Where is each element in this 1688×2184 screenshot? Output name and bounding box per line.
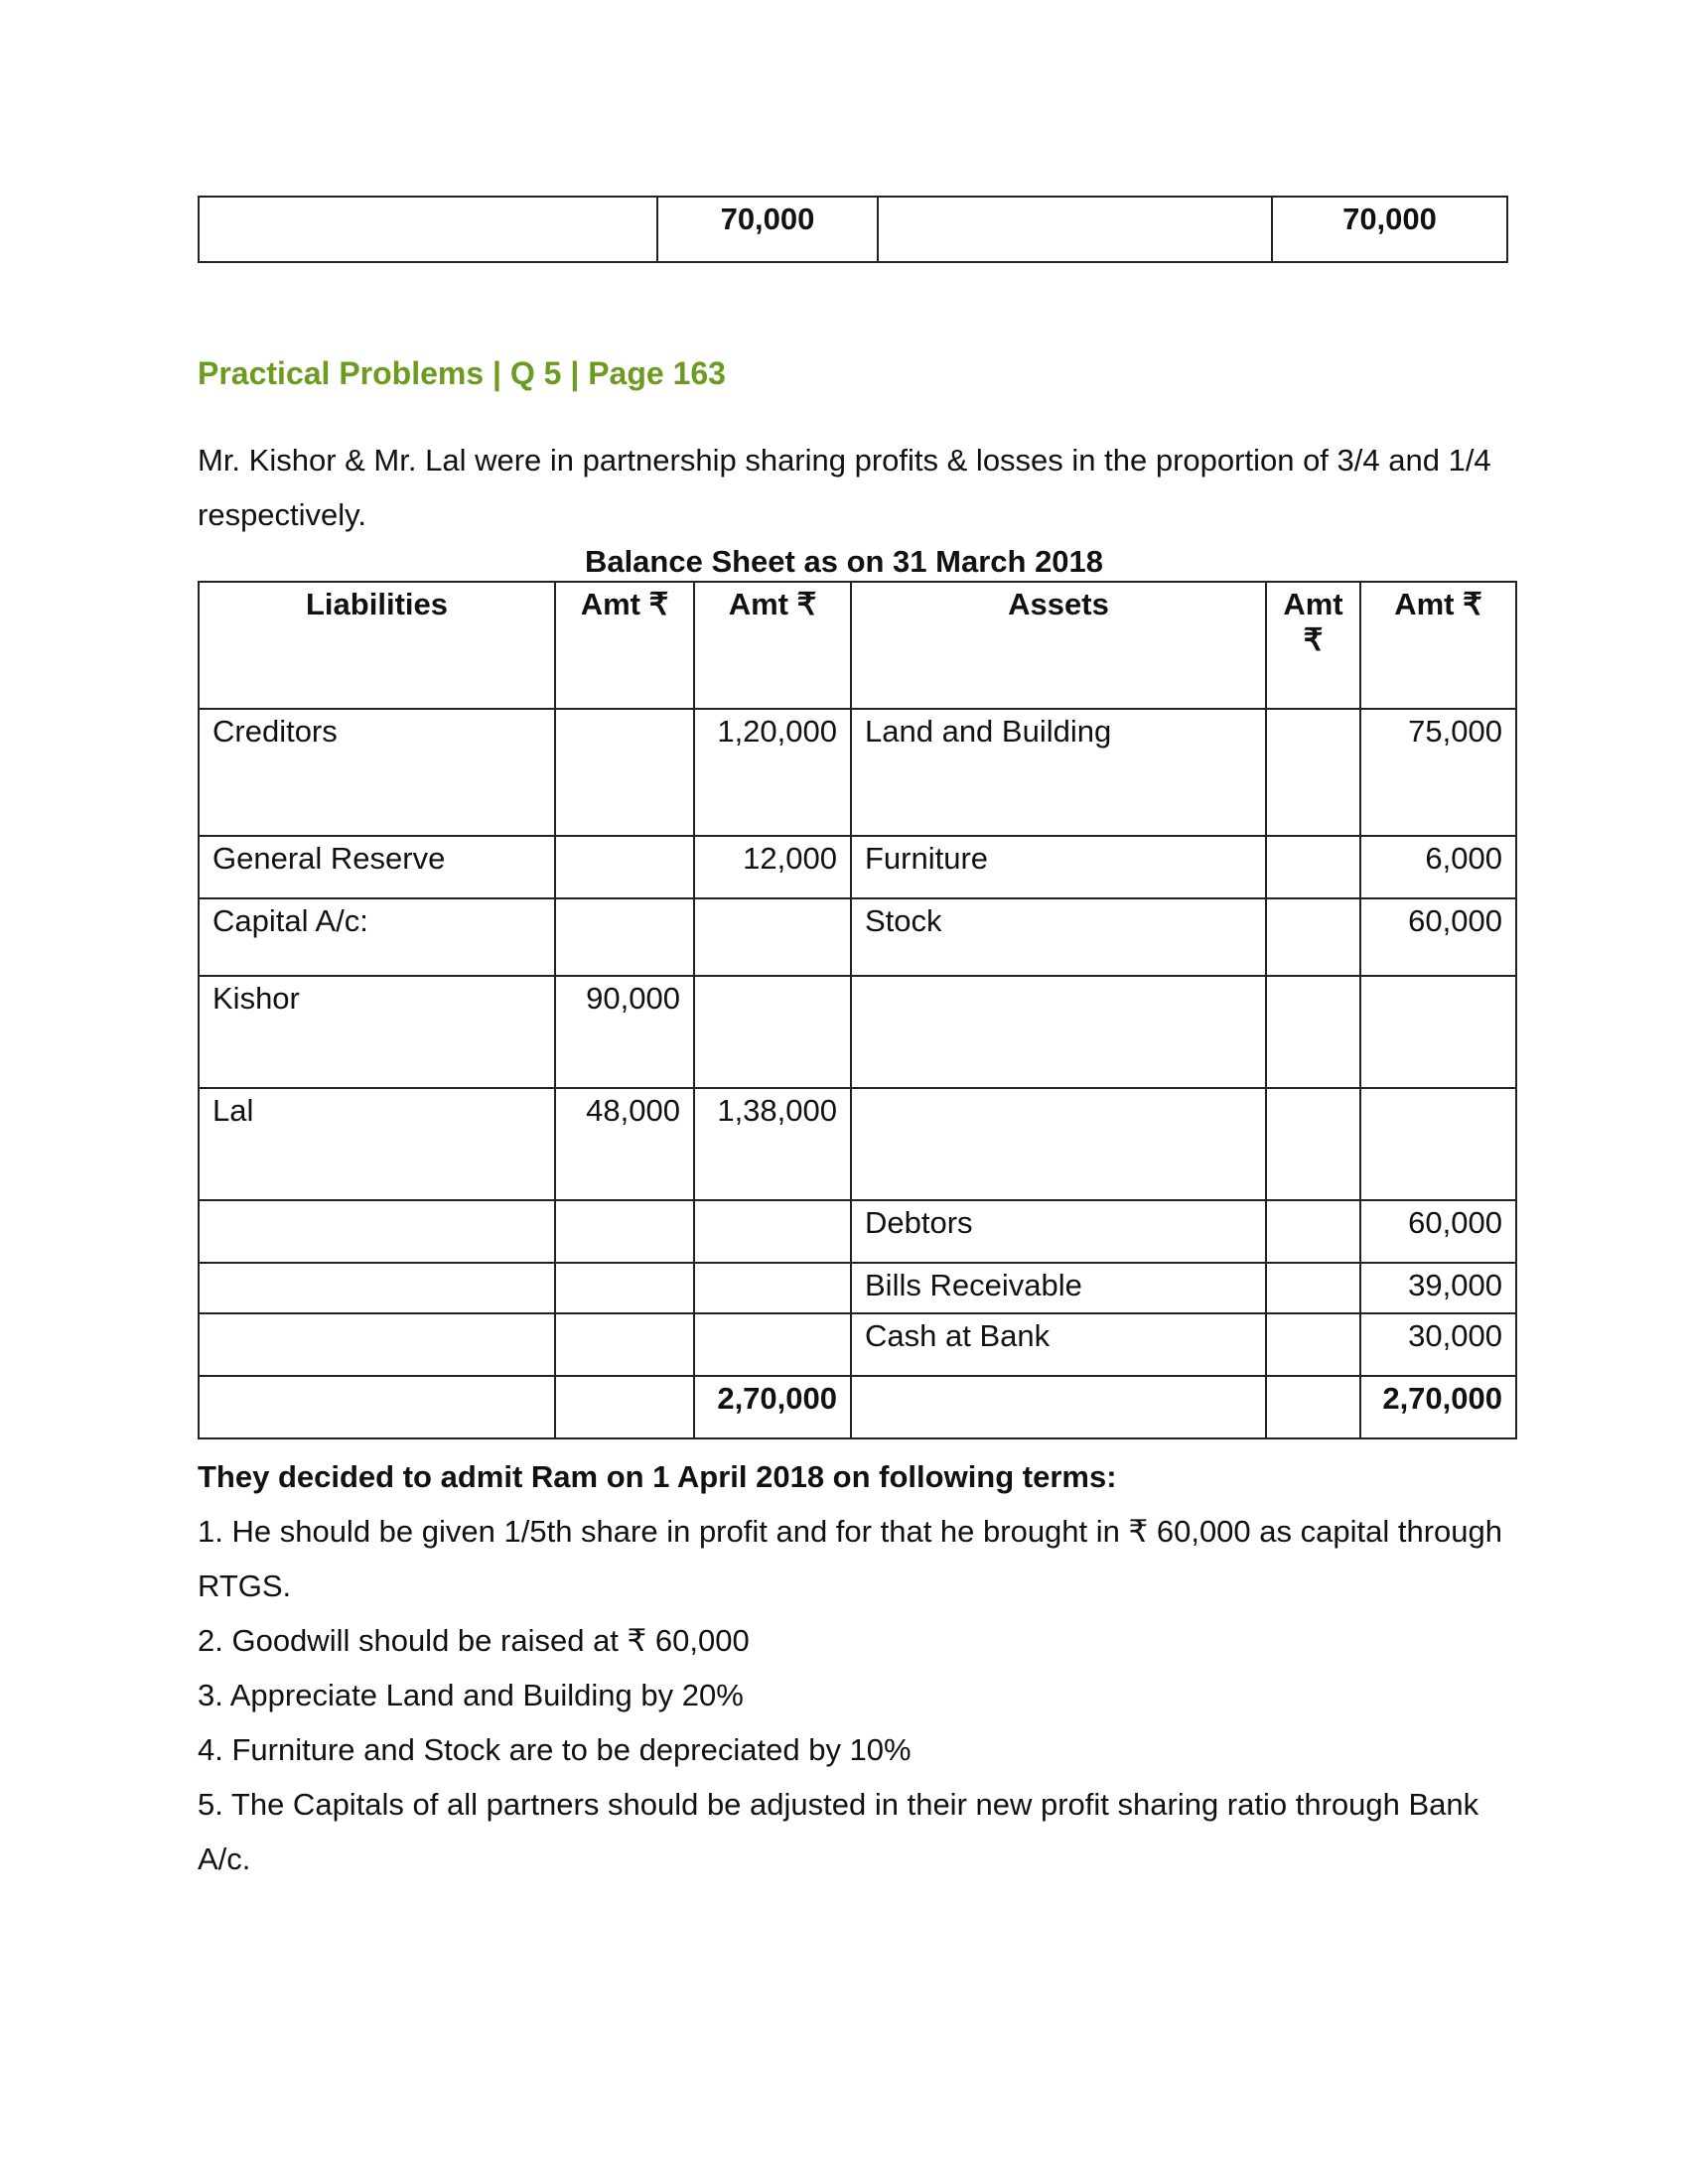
carry-over-table <box>198 196 1508 263</box>
table-row <box>199 1313 1516 1376</box>
asset-name: Cash at Bank <box>851 1313 1266 1376</box>
header-amount: Amt ₹ <box>1266 582 1360 709</box>
asset-name: Bills Receivable <box>851 1263 1266 1313</box>
liability-name: General Reserve <box>199 836 555 898</box>
liability-amount <box>555 1200 694 1263</box>
carry-over-cell: 70,000 <box>1272 197 1507 262</box>
liability-total <box>694 976 851 1088</box>
asset-total: 30,000 <box>1360 1313 1516 1376</box>
asset-total <box>1360 976 1516 1088</box>
liability-total <box>694 1200 851 1263</box>
problem-heading: Practical Problems | Q 5 | Page 163 <box>198 355 726 391</box>
liability-name <box>199 1313 555 1376</box>
total-cell <box>199 1376 555 1438</box>
asset-name: Land and Building <box>851 709 1266 836</box>
term-item: 5. The Capitals of all partners should be adjusted in their new profit sharing ratio through Bank A/c. <box>198 1787 1479 1876</box>
problem-intro: Mr. Kishor & Mr. Lal were in partnership sharing profits & losses in the proportion of 3/4 and 1/4 respectively. <box>198 443 1491 532</box>
liability-amount <box>555 1263 694 1313</box>
liability-amount: 90,000 <box>555 976 694 1088</box>
carry-over-cell <box>199 197 657 262</box>
asset-total <box>1360 1088 1516 1200</box>
liability-name <box>199 1263 555 1313</box>
balance-sheet-table <box>198 581 1517 1439</box>
liabilities-grand-total: 2,70,000 <box>694 1376 851 1438</box>
table-row <box>199 1200 1516 1263</box>
liability-total <box>694 1263 851 1313</box>
asset-total: 6,000 <box>1360 836 1516 898</box>
header-amount: Amt ₹ <box>555 582 694 709</box>
asset-amount <box>1266 1200 1360 1263</box>
liability-total: 1,38,000 <box>694 1088 851 1200</box>
liability-total <box>694 898 851 976</box>
liability-amount <box>555 898 694 976</box>
carry-over-cell <box>878 197 1272 262</box>
table-row <box>199 898 1516 976</box>
asset-total: 75,000 <box>1360 709 1516 836</box>
terms-lead: They decided to admit Ram on 1 April 2018 on following terms: <box>198 1459 1117 1494</box>
table-row <box>199 1263 1516 1313</box>
header-liabilities: Liabilities <box>199 582 555 709</box>
asset-amount <box>1266 1263 1360 1313</box>
asset-name: Furniture <box>851 836 1266 898</box>
total-cell <box>1266 1376 1360 1438</box>
liability-total <box>694 1313 851 1376</box>
asset-total: 60,000 <box>1360 1200 1516 1263</box>
table-row <box>199 1088 1516 1200</box>
term-item: 2. Goodwill should be raised at ₹ 60,000 <box>198 1623 750 1658</box>
asset-total: 39,000 <box>1360 1263 1516 1313</box>
liability-name: Capital A/c: <box>199 898 555 976</box>
liability-total: 12,000 <box>694 836 851 898</box>
liability-name <box>199 1200 555 1263</box>
asset-name <box>851 976 1266 1088</box>
asset-name: Debtors <box>851 1200 1266 1263</box>
admission-terms <box>198 1449 1508 1886</box>
total-cell <box>555 1376 694 1438</box>
carry-over-total-row <box>199 197 1507 262</box>
asset-amount <box>1266 976 1360 1088</box>
assets-grand-total: 2,70,000 <box>1360 1376 1516 1438</box>
asset-name <box>851 1088 1266 1200</box>
liability-amount <box>555 709 694 836</box>
liability-total: 1,20,000 <box>694 709 851 836</box>
table-row <box>199 836 1516 898</box>
header-amount: Amt ₹ <box>1360 582 1516 709</box>
asset-amount <box>1266 1088 1360 1200</box>
header-amount: Amt ₹ <box>694 582 851 709</box>
total-cell <box>851 1376 1266 1438</box>
table-row <box>199 709 1516 836</box>
total-row <box>199 1376 1516 1438</box>
term-item: 3. Appreciate Land and Building by 20% <box>198 1678 744 1712</box>
balance-sheet-title: Balance Sheet as on 31 March 2018 <box>584 544 1104 579</box>
liability-amount: 48,000 <box>555 1088 694 1200</box>
asset-amount <box>1266 836 1360 898</box>
asset-amount <box>1266 709 1360 836</box>
liability-amount <box>555 836 694 898</box>
asset-amount <box>1266 898 1360 976</box>
asset-name: Stock <box>851 898 1266 976</box>
table-row <box>199 976 1516 1088</box>
balance-sheet-header-row <box>199 582 1516 709</box>
asset-total: 60,000 <box>1360 898 1516 976</box>
header-assets: Assets <box>851 582 1266 709</box>
carry-over-cell: 70,000 <box>657 197 878 262</box>
liability-amount <box>555 1313 694 1376</box>
term-item: 4. Furniture and Stock are to be depreciated by 10% <box>198 1732 912 1767</box>
term-item: 1. He should be given 1/5th share in profit and for that he brought in ₹ 60,000 as capital through RTGS. <box>198 1514 1502 1603</box>
liability-name: Lal <box>199 1088 555 1200</box>
liability-name: Kishor <box>199 976 555 1088</box>
asset-amount <box>1266 1313 1360 1376</box>
liability-name: Creditors <box>199 709 555 836</box>
